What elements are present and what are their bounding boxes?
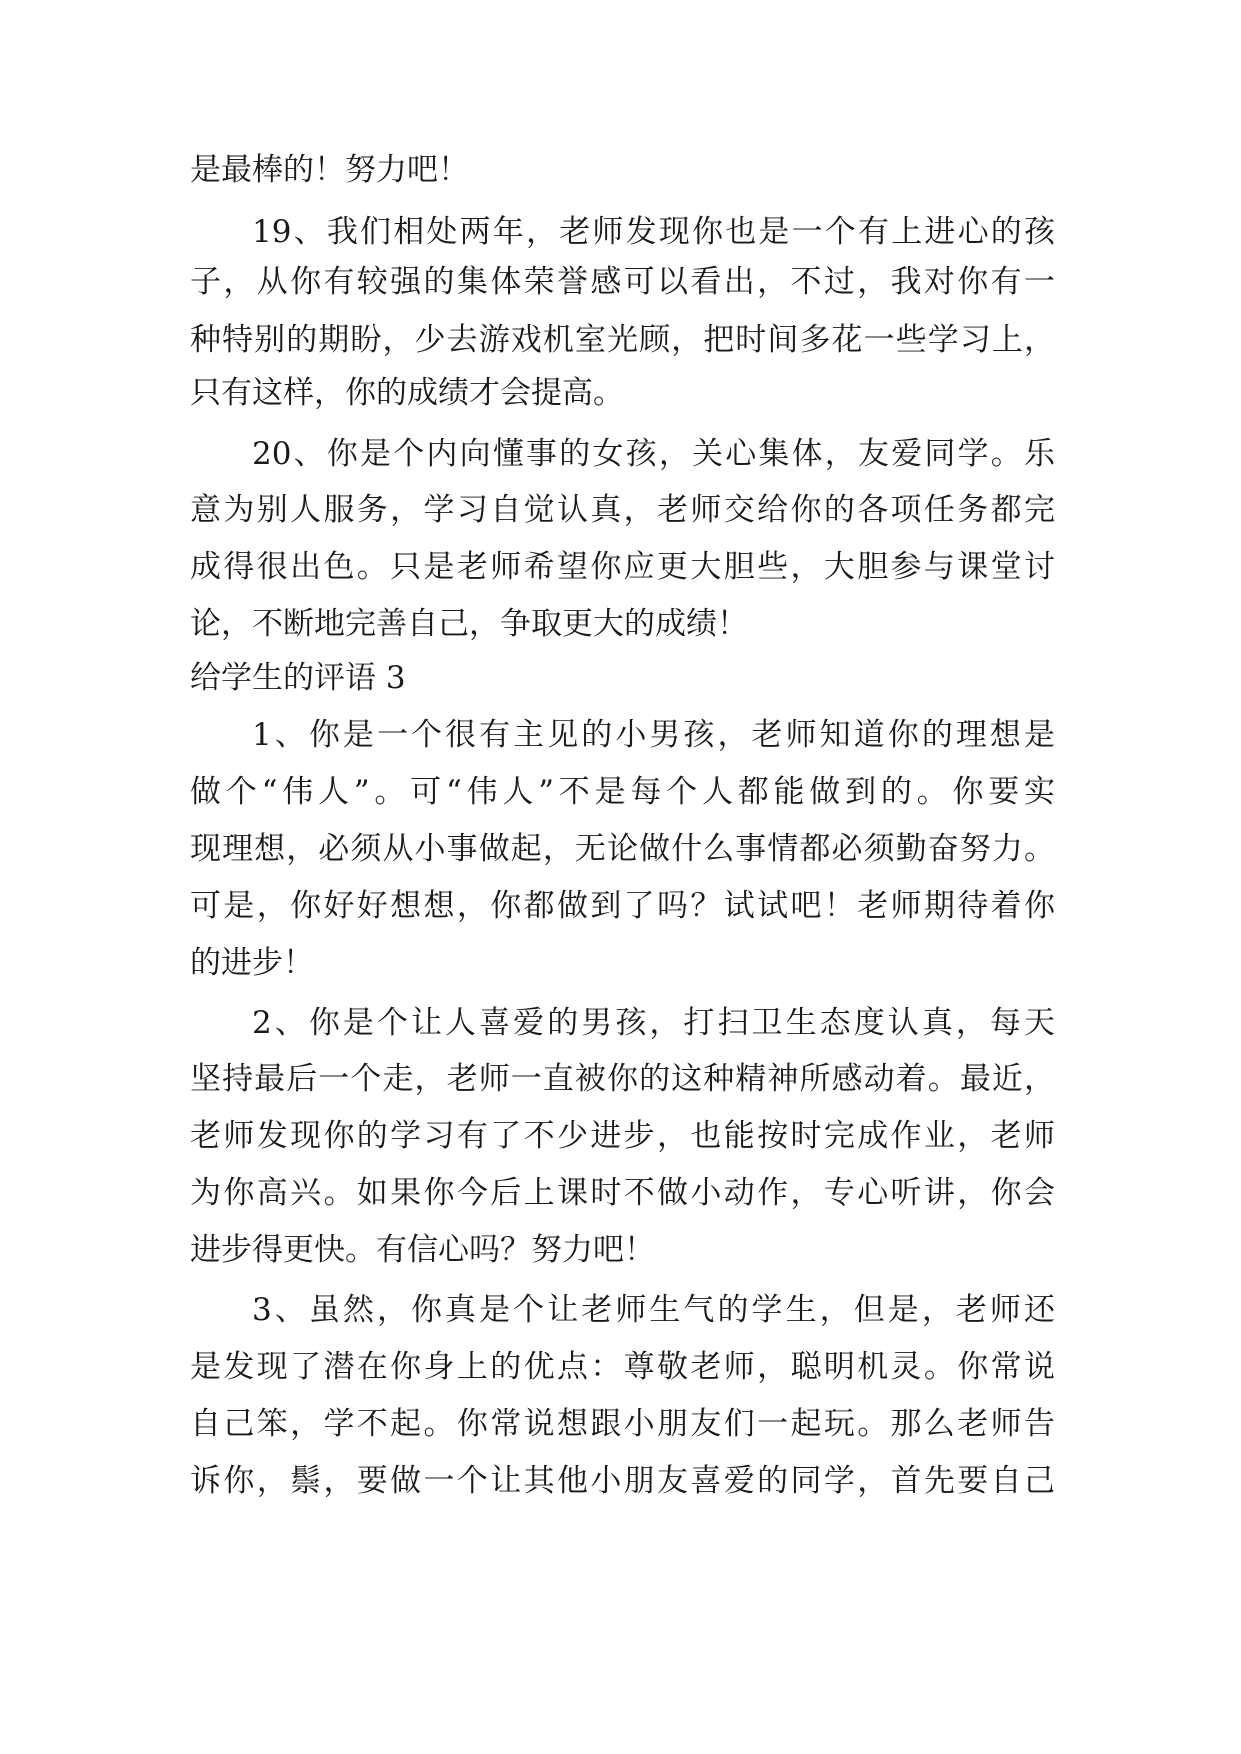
text-line: 意为别人服务，学习自觉认真，老师交给你的各项任务都完: [190, 492, 1055, 528]
text-line: 1、你是一个很有主见的小男孩，老师知道你的理想是: [252, 717, 1055, 753]
text-line: 只有这样，你的成绩才会提高。: [190, 375, 624, 411]
section-heading: 给学生的评语 3: [190, 660, 406, 696]
text-line: 3、虽然，你真是个让老师生气的学生，但是，老师还: [252, 1292, 1055, 1328]
text-line: 自己笨，学不起。你常说想跟小朋友们一起玩。那么老师告: [190, 1406, 1055, 1442]
text-line: 2、你是个让人喜爱的男孩，打扫卫生态度认真，每天: [252, 1005, 1055, 1041]
text-line: 可是，你好好想想，你都做到了吗？试试吧！老师期待着你: [190, 888, 1055, 924]
text-line: 坚持最后一个走，老师一直被你的这种精神所感动着。最近，: [190, 1061, 1055, 1097]
text-line: 的进步！: [190, 945, 314, 981]
text-line: 成得很出色。只是老师希望你应更大胆些，大胆参与课堂讨: [190, 549, 1055, 585]
text-line: 子，从你有较强的集体荣誉感可以看出，不过，我对你有一: [190, 264, 1055, 300]
text-line: 进步得更快。有信心吗？努力吧！: [190, 1232, 655, 1268]
text-line: 做个“伟人”。可“伟人”不是每个人都能做到的。你要实: [190, 774, 1055, 810]
text-line: 诉你，鬃，要做一个让其他小朋友喜爱的同学，首先要自己: [190, 1463, 1055, 1499]
text-line: 是发现了潜在你身上的优点：尊敬老师，聪明机灵。你常说: [190, 1349, 1055, 1385]
text-line: 老师发现你的学习有了不少进步，也能按时完成作业，老师: [190, 1118, 1055, 1154]
text-line: 20、你是个内向懂事的女孩，关心集体，友爱同学。乐: [252, 436, 1055, 472]
text-line: 19、我们相处两年，老师发现你也是一个有上进心的孩: [252, 214, 1055, 250]
text-line: 论，不断地完善自己，争取更大的成绩！: [190, 606, 748, 642]
text-line: 种特别的期盼，少去游戏机室光顾，把时间多花一些学习上，: [190, 322, 1055, 358]
text-line: 现理想，必须从小事做起，无论做什么事情都必须勤奋努力。: [190, 831, 1055, 867]
text-line: 为你高兴。如果你今后上课时不做小动作，专心听讲，你会: [190, 1175, 1055, 1211]
text-line: 是最棒的！努力吧！: [190, 152, 469, 188]
